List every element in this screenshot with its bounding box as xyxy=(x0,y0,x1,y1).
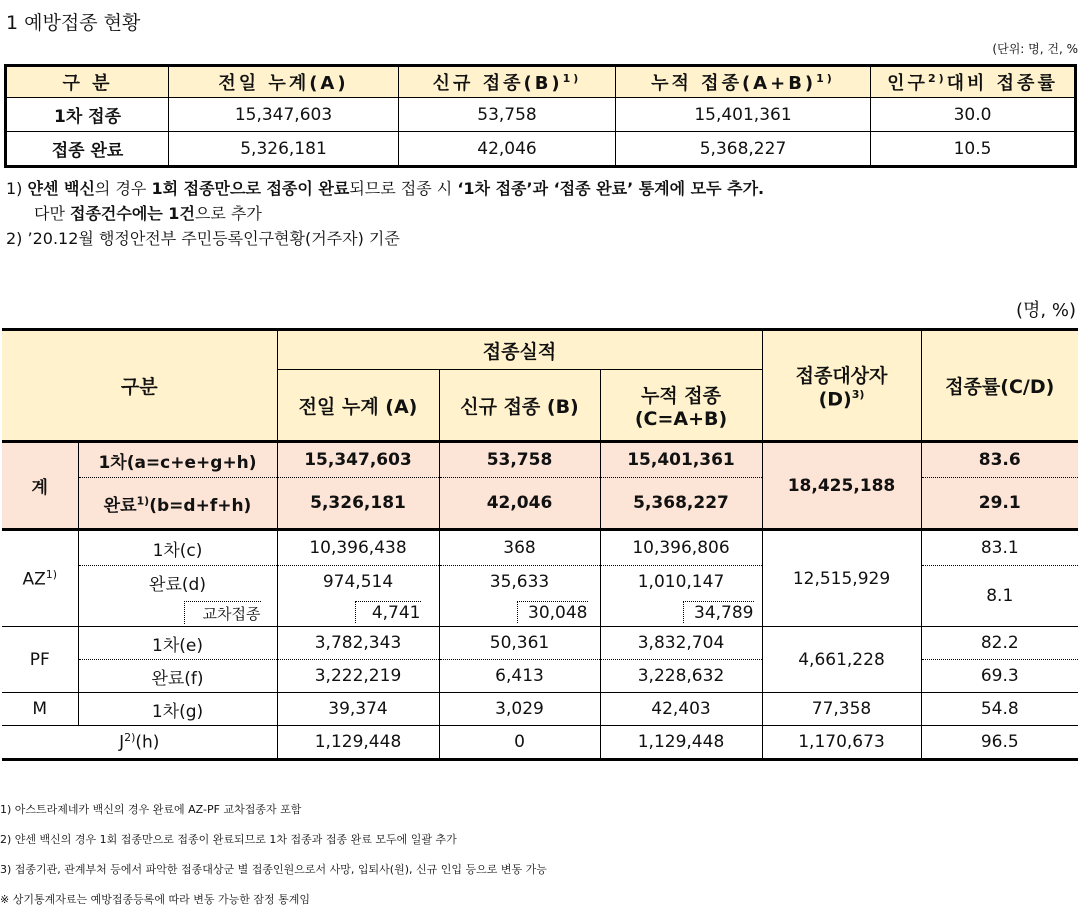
row-label: 1차(e) xyxy=(78,627,277,660)
cell: 69.3 xyxy=(921,660,1078,693)
cell: 10,396,806 xyxy=(600,530,762,566)
cell: 5,326,181 xyxy=(277,478,439,530)
cell: 3,782,343 xyxy=(277,627,439,660)
cell: 10,396,438 xyxy=(277,530,439,566)
cell: 53,758 xyxy=(439,442,600,478)
cell: 34,789 xyxy=(600,599,762,627)
cell: 53,758 xyxy=(399,98,616,132)
cell: 15,347,603 xyxy=(169,98,399,132)
header-row-1 xyxy=(2,330,1078,370)
row-label: 1차 접종 xyxy=(6,98,169,132)
footnote: ※ 상기통계자료는 예방접종등록에 따라 변동 가능한 잠정 통계임 xyxy=(0,893,310,906)
header-new: 신규 접종 (B) xyxy=(439,370,600,442)
group-label: 계 xyxy=(2,442,78,530)
cell: 42,403 xyxy=(600,693,762,726)
footnote-1: 1) 얀센 백신의 경우 1회 접종만으로 접종이 완료되므로 접종 시 ‘1차 접종’과 ‘접종 완료’ 통계에 모두 추가. xyxy=(6,179,765,198)
header-new: 신규 접종$(B)^{1)}$ xyxy=(399,66,616,98)
cell: 54.8 xyxy=(921,693,1078,726)
unit-label: (단위: 명, 건, % xyxy=(992,42,1078,56)
cell: 77,358 xyxy=(762,693,921,726)
row-label: 1차(g) xyxy=(78,693,277,726)
cell: 1,010,147 xyxy=(600,566,762,599)
footnote: 1) 아스트라제네카 백신의 경우 완료에 AZ-PF 교차접종자 포함 xyxy=(0,803,302,816)
cell: 30,048 xyxy=(439,599,600,627)
cell: 82.2 xyxy=(921,627,1078,660)
cell: 29.1 xyxy=(921,478,1078,530)
unit-label-2: (명, %) xyxy=(1016,300,1076,321)
table-row xyxy=(2,627,1078,660)
row-label: $J^{2)}(h)$ xyxy=(2,726,277,760)
cell: 974,514 xyxy=(277,566,439,599)
cell: 1,129,448 xyxy=(277,726,439,760)
cell: 3,228,632 xyxy=(600,660,762,693)
cell: 15,347,603 xyxy=(277,442,439,478)
header-cumulative: 누적 접종$(A+B)^{1)}$ xyxy=(616,66,871,98)
header-gubun: 구분 xyxy=(2,330,277,442)
cell: 42,046 xyxy=(439,478,600,530)
header-prev-total: 전일 누계 (A) xyxy=(277,370,439,442)
cell: 368 xyxy=(439,530,600,566)
cell: 35,633 xyxy=(439,566,600,599)
row-label: 완료(d) xyxy=(78,566,277,599)
row-label: 완료(f) xyxy=(78,660,277,693)
header-rate: 접종률(C/D) xyxy=(921,330,1078,442)
cell: 3,029 xyxy=(439,693,600,726)
footnote: 2) 얀센 백신의 경우 1회 접종만으로 접종이 완료되므로 1차 접종과 접종 완료 모두에 일괄 추가 xyxy=(0,833,457,846)
table-row xyxy=(6,132,1076,167)
footnotes-top xyxy=(6,176,764,251)
cell: 5,368,227 xyxy=(600,478,762,530)
cell: 3,832,704 xyxy=(600,627,762,660)
footnote-2: 2) ’20.12월 행정안전부 주민등록인구현황(거주자) 기준 xyxy=(6,229,400,248)
table-row xyxy=(6,98,1076,132)
header-cumulative: 누적 접종 (C=A+B) xyxy=(600,370,762,442)
cell: 5,326,181 xyxy=(169,132,399,167)
cell: 3,222,219 xyxy=(277,660,439,693)
table-row xyxy=(2,693,1078,726)
cell: 4,661,228 xyxy=(762,627,921,693)
cell: 4,741 xyxy=(277,599,439,627)
table-row xyxy=(2,726,1078,760)
cell: 83.1 xyxy=(921,530,1078,566)
row-label: 완료$^{1)}$(b=d+f+h) xyxy=(78,478,277,530)
row-label: 1차(a=c+e+g+h) xyxy=(78,442,277,478)
cell: 18,425,188 xyxy=(762,442,921,530)
cell: 39,374 xyxy=(277,693,439,726)
footnote-1-cont: 다만 접종건수에는 1건으로 추가 xyxy=(34,204,262,223)
table-row xyxy=(2,442,1078,478)
summary-header-row xyxy=(6,66,1076,98)
cell: 30.0 xyxy=(871,98,1076,132)
header-gubun: 구 분 xyxy=(6,66,169,98)
row-label: 접종 완료 xyxy=(6,132,169,167)
cell: 8.1 xyxy=(921,566,1078,627)
cell: 12,515,929 xyxy=(762,530,921,627)
group-label: M xyxy=(2,693,78,726)
cell: 96.5 xyxy=(980,732,1019,752)
cell: 5,368,227 xyxy=(616,132,871,167)
group-label: AZ$^{1)}$ xyxy=(2,530,78,627)
header-target: 접종대상자 $(D)^{3)}$ xyxy=(762,330,921,442)
cell: 1,129,448 xyxy=(600,726,762,760)
table-row xyxy=(2,530,1078,566)
cell: 15,401,361 xyxy=(616,98,871,132)
cell: 10.5 xyxy=(871,132,1076,167)
cell: 6,413 xyxy=(439,660,600,693)
detail-table xyxy=(2,328,1078,761)
footnote: 3) 접종기관, 관계부처 등에서 파악한 접종대상군 별 접종인원으로서 사망, 입퇴사(원), 신규 인입 등으로 변동 가능 xyxy=(0,863,547,876)
cell: 50,361 xyxy=(439,627,600,660)
row-label-cross: 교차접종 xyxy=(78,599,277,627)
header-performance: 접종실적 xyxy=(277,330,762,370)
cell: 0 xyxy=(439,726,600,760)
footnotes-bottom xyxy=(0,795,547,915)
cell: 42,046 xyxy=(399,132,616,167)
header-prev-total: 전일 누계(A) xyxy=(169,66,399,98)
cell: 1,170,673 xyxy=(762,726,921,760)
group-label: PF xyxy=(2,627,78,693)
page-title: 1 예방접종 현황 xyxy=(6,12,141,34)
summary-table xyxy=(4,64,1077,168)
row-label: 1차(c) xyxy=(78,530,277,566)
cell: 83.6 xyxy=(921,442,1078,478)
header-rate: 인구$^{2)}$대비 접종률 xyxy=(871,66,1076,98)
cell: 15,401,361 xyxy=(600,442,762,478)
